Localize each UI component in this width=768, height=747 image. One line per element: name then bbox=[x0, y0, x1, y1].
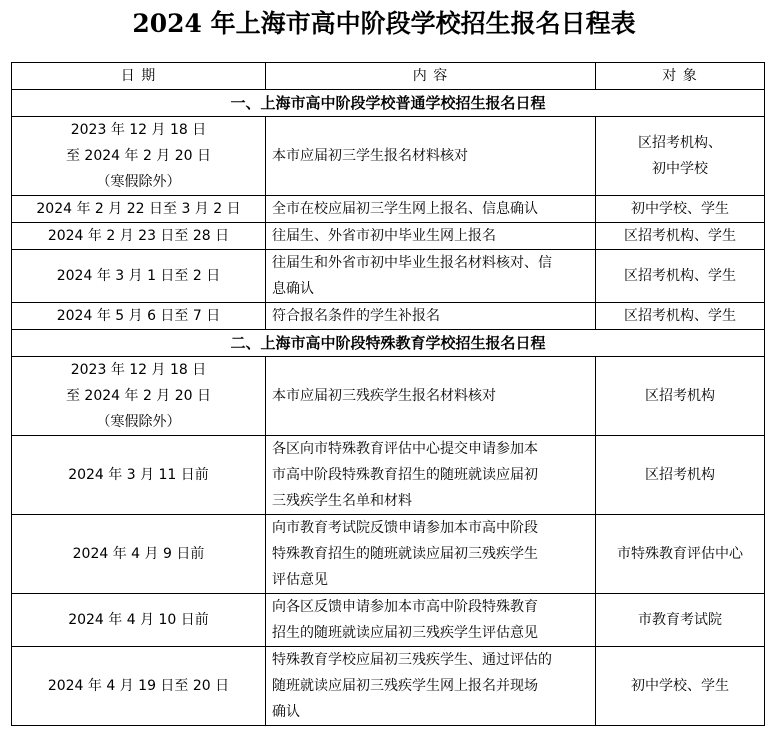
header-target: 对 象 bbox=[596, 63, 765, 90]
target-cell bbox=[596, 250, 765, 303]
date-cell bbox=[12, 594, 266, 647]
section-heading: 一、上海市高中阶段学校普通学校招生报名日程 bbox=[12, 90, 765, 117]
date-line: 2024 年 2 月 22 日至 3 月 2 日 bbox=[36, 201, 241, 217]
content-line: 评估意见 bbox=[272, 572, 328, 588]
content-cell bbox=[266, 357, 596, 436]
schedule-table bbox=[11, 62, 765, 726]
content-cell bbox=[266, 647, 596, 726]
target-line: 区招考机构、学生 bbox=[624, 308, 736, 324]
date-cell bbox=[12, 196, 266, 223]
content-line: 息确认 bbox=[272, 281, 314, 297]
content-line: 全市在校应届初三学生网上报名、信息确认 bbox=[272, 201, 538, 217]
table-row bbox=[12, 647, 765, 726]
target-line: 区招考机构、学生 bbox=[624, 228, 736, 244]
table-row bbox=[12, 594, 765, 647]
content-cell bbox=[266, 250, 596, 303]
target-line: 市特殊教育评估中心 bbox=[617, 546, 743, 562]
content-line: 随班就读应届初三残疾学生网上报名并现场 bbox=[272, 678, 538, 694]
target-cell bbox=[596, 647, 765, 726]
section-heading: 二、上海市高中阶段特殊教育学校招生报名日程 bbox=[12, 330, 765, 357]
content-cell bbox=[266, 223, 596, 250]
date-line: 2024 年 4 月 10 日前 bbox=[68, 612, 209, 628]
date-cell bbox=[12, 647, 266, 726]
content-line: 本市应届初三学生报名材料核对 bbox=[272, 148, 468, 164]
table-row bbox=[12, 223, 765, 250]
content-line: 往届生和外省市初中毕业生报名材料核对、信 bbox=[272, 255, 552, 271]
table-row bbox=[12, 357, 765, 436]
table-row bbox=[12, 250, 765, 303]
date-line: 2024 年 2 月 23 日至 28 日 bbox=[47, 228, 230, 244]
target-cell bbox=[596, 117, 765, 196]
section-heading-row bbox=[12, 90, 765, 117]
date-line: 2024 年 4 月 19 日至 20 日 bbox=[47, 678, 230, 694]
content-line: 特殊教育学校应届初三残疾学生、通过评估的 bbox=[272, 652, 552, 668]
target-line: 区招考机构 bbox=[645, 467, 715, 483]
date-line: 2024 年 3 月 11 日前 bbox=[68, 467, 209, 483]
content-cell bbox=[266, 303, 596, 330]
target-cell bbox=[596, 196, 765, 223]
target-cell bbox=[596, 594, 765, 647]
content-line: 确认 bbox=[272, 704, 300, 720]
date-cell bbox=[12, 117, 266, 196]
content-line: 本市应届初三残疾学生报名材料核对 bbox=[272, 388, 496, 404]
content-cell bbox=[266, 117, 596, 196]
date-line: （寒假除外） bbox=[96, 414, 181, 430]
target-line: 初中学校、学生 bbox=[631, 201, 729, 217]
content-cell bbox=[266, 196, 596, 223]
header-date: 日 期 bbox=[12, 63, 266, 90]
table-row bbox=[12, 196, 765, 223]
header-content: 内 容 bbox=[266, 63, 596, 90]
date-line: 至 2024 年 2 月 20 日 bbox=[65, 388, 212, 404]
content-line: 向市教育考试院反馈申请参加本市高中阶段 bbox=[272, 520, 538, 536]
table-row bbox=[12, 436, 765, 515]
target-line: 市教育考试院 bbox=[638, 612, 722, 628]
content-line: 特殊教育招生的随班就读应届初三残疾学生 bbox=[272, 546, 538, 562]
target-cell bbox=[596, 436, 765, 515]
date-cell bbox=[12, 303, 266, 330]
date-line: 2024 年 3 月 1 日至 2 日 bbox=[56, 268, 221, 284]
target-line: 初中学校 bbox=[652, 161, 708, 177]
date-cell bbox=[12, 436, 266, 515]
date-line: 至 2024 年 2 月 20 日 bbox=[65, 148, 212, 164]
date-cell bbox=[12, 515, 266, 594]
content-line: 符合报名条件的学生补报名 bbox=[272, 308, 440, 324]
table-row bbox=[12, 303, 765, 330]
section-heading-row bbox=[12, 330, 765, 357]
content-cell bbox=[266, 436, 596, 515]
table-row bbox=[12, 515, 765, 594]
content-line: 招生的随班就读应届初三残疾学生评估意见 bbox=[272, 625, 538, 641]
target-line: 区招考机构、学生 bbox=[624, 268, 736, 284]
date-line: 2024 年 5 月 6 日至 7 日 bbox=[56, 308, 221, 324]
target-line: 区招考机构、 bbox=[638, 135, 722, 151]
date-cell bbox=[12, 357, 266, 436]
target-cell bbox=[596, 515, 765, 594]
date-line: （寒假除外） bbox=[96, 174, 181, 190]
content-line: 各区向市特殊教育评估中心提交申请参加本 bbox=[272, 441, 538, 457]
date-line: 2024 年 4 月 9 日前 bbox=[72, 546, 205, 562]
content-cell bbox=[266, 594, 596, 647]
content-cell bbox=[266, 515, 596, 594]
target-line: 区招考机构 bbox=[645, 388, 715, 404]
content-line: 往届生、外省市初中毕业生网上报名 bbox=[272, 228, 496, 244]
date-line: 2023 年 12 月 18 日 bbox=[70, 122, 207, 138]
target-cell bbox=[596, 303, 765, 330]
content-line: 三残疾学生名单和材料 bbox=[272, 493, 412, 509]
date-line: 2023 年 12 月 18 日 bbox=[70, 362, 207, 378]
content-line: 向各区反馈申请参加本市高中阶段特殊教育 bbox=[272, 599, 538, 615]
schedule-body bbox=[12, 90, 765, 726]
header-row bbox=[12, 63, 765, 90]
content-line: 市高中阶段特殊教育招生的随班就读应届初 bbox=[272, 467, 538, 483]
target-cell bbox=[596, 357, 765, 436]
target-cell bbox=[596, 223, 765, 250]
target-line: 初中学校、学生 bbox=[631, 678, 729, 694]
table-row bbox=[12, 117, 765, 196]
page-title: 2024 年上海市高中阶段学校招生报名日程表 bbox=[132, 9, 636, 38]
date-cell bbox=[12, 223, 266, 250]
date-cell bbox=[12, 250, 266, 303]
